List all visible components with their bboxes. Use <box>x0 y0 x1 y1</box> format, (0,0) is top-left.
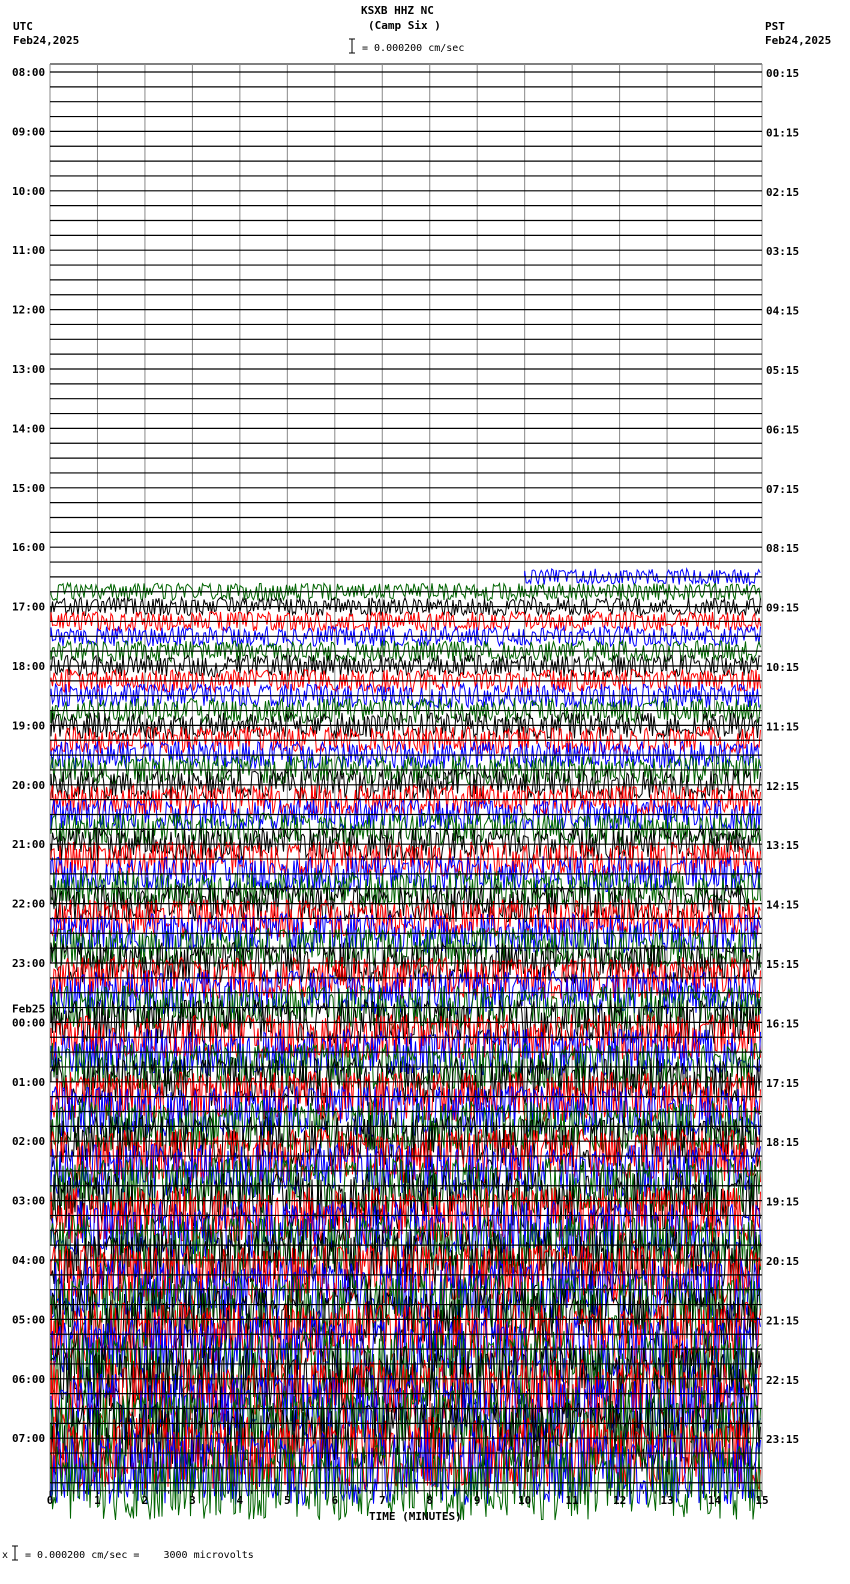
pst-hour-label: 10:15 <box>766 661 800 674</box>
utc-hour-label: 15:00 <box>12 481 46 495</box>
left-timezone: UTC <box>13 20 33 33</box>
utc-hour-label: 13:00 <box>12 363 46 376</box>
pst-hour-label: 00:15 <box>766 67 800 80</box>
pst-hour-label: 09:15 <box>766 601 800 615</box>
x-tick-label: 0 <box>46 1493 54 1507</box>
pst-hour-label: 08:15 <box>766 542 800 556</box>
utc-hour-label: 18:00 <box>12 660 46 673</box>
x-tick-label: 12 <box>612 1493 627 1507</box>
pst-hour-label: 16:15 <box>766 1017 800 1031</box>
utc-hour-label: 16:00 <box>12 541 46 555</box>
x-tick-label: 1 <box>94 1493 101 1507</box>
date-change-label: Feb25 <box>12 1002 46 1016</box>
utc-hour-label: 07:00 <box>12 1432 46 1446</box>
utc-hour-label: 21:00 <box>12 838 46 852</box>
utc-hour-label: 00:00 <box>12 1016 46 1030</box>
utc-hour-label: 09:00 <box>12 125 46 139</box>
x-tick-label: 8 <box>426 1493 434 1507</box>
utc-hour-label: 22:00 <box>12 897 46 911</box>
station-location: (Camp Six ) <box>368 19 441 32</box>
x-tick-label: 13 <box>660 1493 674 1507</box>
utc-hour-label: 14:00 <box>12 422 46 436</box>
pst-hour-label: 19:15 <box>766 1195 800 1209</box>
utc-hour-label: 12:00 <box>12 303 46 317</box>
utc-hour-label: 03:00 <box>12 1194 46 1208</box>
station-title: KSXB HHZ NC <box>361 4 434 17</box>
utc-hour-label: 11:00 <box>12 244 46 258</box>
pst-hour-label: 04:15 <box>766 304 800 318</box>
pst-hour-label: 03:15 <box>766 245 800 259</box>
pst-hour-label: 06:15 <box>766 423 800 437</box>
pst-hour-label: 11:15 <box>766 720 800 734</box>
pst-hour-label: 20:15 <box>766 1255 800 1268</box>
pst-hour-label: 17:15 <box>766 1076 800 1090</box>
pst-hour-label: 02:15 <box>766 185 800 199</box>
x-tick-label: 2 <box>141 1493 149 1507</box>
utc-hour-label: 05:00 <box>12 1313 46 1327</box>
pst-hour-label: 18:15 <box>766 1136 800 1150</box>
pst-hour-label: 13:15 <box>766 839 800 853</box>
right-timezone: PST <box>765 20 785 33</box>
x-tick-label: 4 <box>236 1493 244 1507</box>
utc-hour-label: 17:00 <box>12 600 46 614</box>
utc-hour-label: 23:00 <box>12 957 46 970</box>
pst-hour-label: 07:15 <box>766 482 800 496</box>
scale-label: = 0.000200 cm/sec <box>362 43 465 54</box>
utc-hour-label: 19:00 <box>12 719 46 733</box>
pst-hour-label: 14:15 <box>766 898 800 912</box>
utc-hour-label: 02:00 <box>12 1135 46 1149</box>
left-date: Feb24,2025 <box>13 34 80 47</box>
x-tick-label: 5 <box>284 1493 291 1507</box>
footer-scale-note: = 0.000200 cm/sec = 3000 microvolts <box>25 1550 254 1561</box>
x-tick-label: 11 <box>565 1493 579 1507</box>
pst-hour-label: 15:15 <box>766 958 800 971</box>
utc-hour-label: 20:00 <box>12 778 46 792</box>
x-axis-label: TIME (MINUTES) <box>369 1510 462 1523</box>
x-tick-label: 10 <box>518 1493 532 1507</box>
pst-hour-label: 21:15 <box>766 1314 800 1328</box>
pst-hour-label: 05:15 <box>766 364 800 377</box>
footer-scale-mark: x <box>2 1550 9 1561</box>
x-tick-label: 6 <box>331 1493 339 1507</box>
x-tick-label: 15 <box>755 1493 769 1507</box>
x-tick-label: 14 <box>707 1493 722 1507</box>
utc-hour-label: 06:00 <box>12 1372 46 1386</box>
pst-hour-label: 22:15 <box>766 1373 800 1387</box>
pst-hour-label: 12:15 <box>766 779 800 793</box>
utc-hour-label: 01:00 <box>12 1075 46 1089</box>
pst-hour-label: 01:15 <box>766 126 800 140</box>
right-date: Feb24,2025 <box>765 34 832 47</box>
utc-hour-label: 08:00 <box>12 66 46 79</box>
x-tick-label: 3 <box>189 1493 196 1507</box>
utc-hour-label: 04:00 <box>12 1254 46 1267</box>
footer-scale-bar-icon <box>11 1545 19 1562</box>
x-tick-label: 9 <box>473 1493 481 1507</box>
utc-hour-label: 10:00 <box>12 184 46 198</box>
pst-hour-label: 23:15 <box>766 1433 800 1447</box>
x-tick-label: 7 <box>378 1493 386 1507</box>
